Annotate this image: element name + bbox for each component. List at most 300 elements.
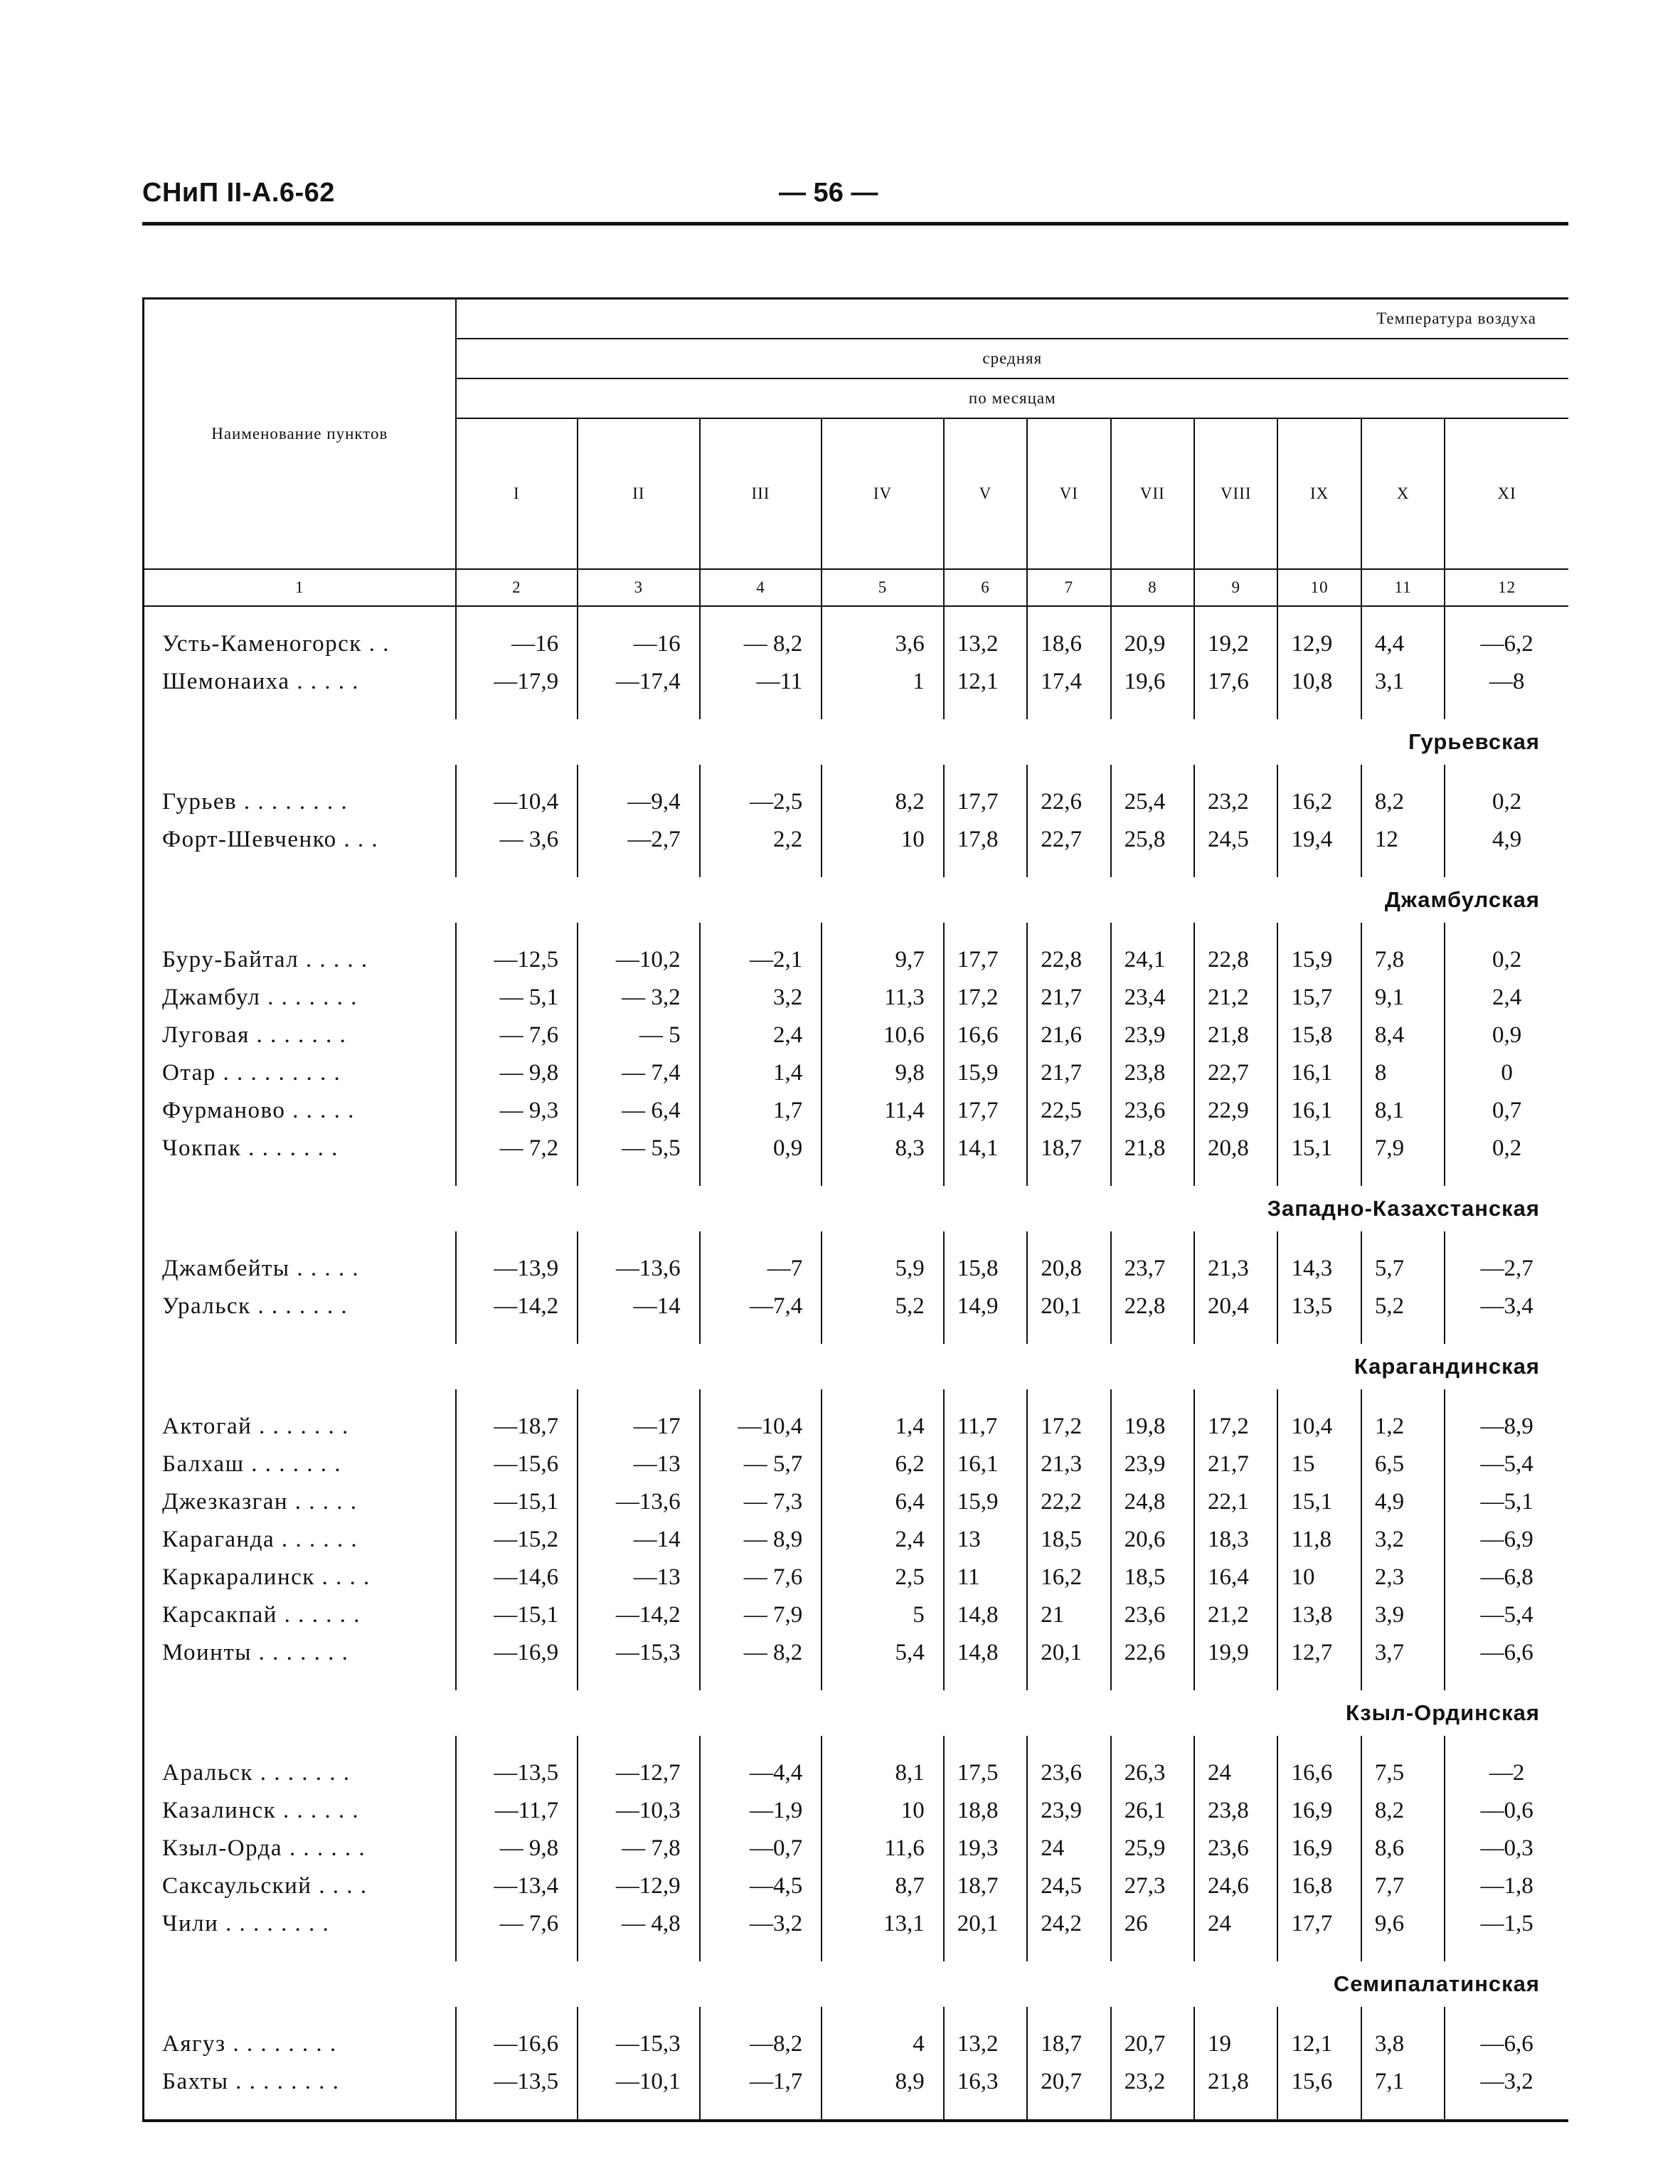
table-row <box>144 1867 1569 1905</box>
page-header <box>142 178 1565 221</box>
temperature-value: 22,5 <box>1027 1092 1110 1130</box>
temperature-value: 0 <box>1445 1054 1568 1092</box>
station-name: Отар . . . . . . . . . <box>144 1054 456 1092</box>
table-row <box>144 2025 1569 2063</box>
station-name: Гурьев . . . . . . . . <box>144 783 456 821</box>
temperature-value: 13,8 <box>1277 1596 1361 1634</box>
temperature-value: 2,4 <box>822 1521 944 1559</box>
temperature-value: —13,9 <box>456 1250 578 1288</box>
temperature-value: 13,1 <box>822 1905 944 1943</box>
temperature-value: —10,3 <box>578 1792 700 1830</box>
temperature-value: 23,9 <box>1111 1017 1194 1054</box>
temperature-value: —15,1 <box>456 1596 578 1634</box>
temperature-value: 20,1 <box>1027 1634 1110 1672</box>
temperature-value: 10,4 <box>1277 1408 1361 1446</box>
spacer-row <box>144 1943 1569 1961</box>
column-number: 10 <box>1277 569 1361 606</box>
temperature-value: —13,6 <box>578 1250 700 1288</box>
temperature-value: — 7,6 <box>700 1559 822 1596</box>
temperature-value: 18,7 <box>1027 2025 1110 2063</box>
region-row <box>144 1344 1569 1389</box>
region-row <box>144 1961 1569 2007</box>
table-row <box>144 625 1569 663</box>
head-main: Температура воздуха <box>456 299 1568 339</box>
table-row <box>144 663 1569 701</box>
column-number: 3 <box>578 569 700 606</box>
temperature-value: 21,8 <box>1194 1017 1277 1054</box>
temperature-value: 22,2 <box>1027 1483 1110 1521</box>
temperature-value: —0,6 <box>1445 1792 1568 1830</box>
temperature-value: 13,2 <box>944 625 1027 663</box>
temperature-value: 21,2 <box>1194 1596 1277 1634</box>
temperature-value: 1,4 <box>822 1408 944 1446</box>
temperature-value: 16,2 <box>1027 1559 1110 1596</box>
temperature-value: —11 <box>700 663 822 701</box>
temperature-value: 22,7 <box>1027 821 1110 859</box>
temperature-value: 4,4 <box>1361 625 1445 663</box>
temperature-value: 22,8 <box>1111 1288 1194 1325</box>
temperature-value: 16,6 <box>1277 1754 1361 1792</box>
spacer-row <box>144 606 1569 625</box>
temperature-value: 8,2 <box>1361 783 1445 821</box>
temperature-value: 8,2 <box>822 783 944 821</box>
temperature-value: 0,9 <box>700 1130 822 1167</box>
temperature-value: —10,4 <box>700 1408 822 1446</box>
temperature-value: — 9,8 <box>456 1830 578 1867</box>
station-name: Саксаульский . . . . <box>144 1867 456 1905</box>
temperature-value: 3,1 <box>1361 663 1445 701</box>
spacer-row <box>144 701 1569 719</box>
station-name: Карсакпай . . . . . . <box>144 1596 456 1634</box>
temperature-value: —10,4 <box>456 783 578 821</box>
table-row <box>144 1521 1569 1559</box>
spacer-row <box>144 1672 1569 1690</box>
temperature-value: — 3,2 <box>578 979 700 1017</box>
station-name: Усть-Каменогорск . . <box>144 625 456 663</box>
temperature-value: 23,2 <box>1194 783 1277 821</box>
temperature-value: —14,2 <box>456 1288 578 1325</box>
temperature-value: 24 <box>1027 1830 1110 1867</box>
temperature-value: 14,8 <box>944 1596 1027 1634</box>
temperature-value: 16,3 <box>944 2063 1027 2101</box>
month-header: VIII <box>1194 418 1277 569</box>
temperature-value: —17 <box>578 1408 700 1446</box>
temperature-value: —3,4 <box>1445 1288 1568 1325</box>
column-number: 5 <box>822 569 944 606</box>
station-name: Аральск . . . . . . . <box>144 1754 456 1792</box>
temperature-value: —15,1 <box>456 1483 578 1521</box>
temperature-value: 20,4 <box>1194 1288 1277 1325</box>
table-row <box>144 1288 1569 1325</box>
temperature-value: — 8,2 <box>700 625 822 663</box>
temperature-value: —3,2 <box>1445 2063 1568 2101</box>
temperature-value: 10,6 <box>822 1017 944 1054</box>
region-row <box>144 719 1569 765</box>
temperature-value: 20,1 <box>1027 1288 1110 1325</box>
month-header: I <box>456 418 578 569</box>
temperature-value: 13,2 <box>944 2025 1027 2063</box>
temperature-value: 8,1 <box>1361 1092 1445 1130</box>
temperature-value: 23,6 <box>1194 1830 1277 1867</box>
station-name: Форт-Шевченко . . . <box>144 821 456 859</box>
temperature-value: 1,2 <box>1361 1408 1445 1446</box>
temperature-value: 7,1 <box>1361 2063 1445 2101</box>
station-name: Аягуз . . . . . . . . <box>144 2025 456 2063</box>
temperature-value: 7,5 <box>1361 1754 1445 1792</box>
month-header: II <box>578 418 700 569</box>
column-number: 2 <box>456 569 578 606</box>
month-header: IV <box>822 418 944 569</box>
station-name: Чили . . . . . . . . <box>144 1905 456 1943</box>
head-sub2: по месяцам <box>456 378 1568 418</box>
temperature-value: 0,7 <box>1445 1092 1568 1130</box>
column-number: 4 <box>700 569 822 606</box>
temperature-table <box>142 297 1568 2122</box>
temperature-value: 2,4 <box>700 1017 822 1054</box>
temperature-value: 14,9 <box>944 1288 1027 1325</box>
temperature-value: —7,4 <box>700 1288 822 1325</box>
month-header: VII <box>1111 418 1194 569</box>
temperature-value: 25,8 <box>1111 821 1194 859</box>
temperature-value: 21,8 <box>1111 1130 1194 1167</box>
temperature-value: 16,6 <box>944 1017 1027 1054</box>
temperature-value: 18,8 <box>944 1792 1027 1830</box>
temperature-value: 23,2 <box>1111 2063 1194 2101</box>
temperature-value: 17,2 <box>944 979 1027 1017</box>
temperature-value: 8,4 <box>1361 1017 1445 1054</box>
table-row <box>144 1017 1569 1054</box>
temperature-value: — 5,1 <box>456 979 578 1017</box>
spacer-row <box>144 1736 1569 1754</box>
temperature-value: 16,1 <box>1277 1092 1361 1130</box>
station-name: Моинты . . . . . . . <box>144 1634 456 1672</box>
region-row <box>144 877 1569 923</box>
temperature-value: 21,6 <box>1027 1017 1110 1054</box>
temperature-value: 12,7 <box>1277 1634 1361 1672</box>
station-name: Актогай . . . . . . . <box>144 1408 456 1446</box>
temperature-value: 21,3 <box>1194 1250 1277 1288</box>
temperature-value: 11,4 <box>822 1092 944 1130</box>
temperature-value: 10 <box>822 1792 944 1830</box>
temperature-value: 3,6 <box>822 625 944 663</box>
temperature-value: —16 <box>578 625 700 663</box>
temperature-value: 19,4 <box>1277 821 1361 859</box>
temperature-value: 4,9 <box>1361 1483 1445 1521</box>
temperature-value: 17,4 <box>1027 663 1110 701</box>
table-row <box>144 1092 1569 1130</box>
temperature-value: —13 <box>578 1559 700 1596</box>
temperature-value: 17,6 <box>1194 663 1277 701</box>
temperature-value: 23,8 <box>1111 1054 1194 1092</box>
temperature-value: —14,6 <box>456 1559 578 1596</box>
table-row <box>144 1130 1569 1167</box>
temperature-value: 18,3 <box>1194 1521 1277 1559</box>
temperature-value: 22,8 <box>1027 941 1110 979</box>
station-name: Шемонаиха . . . . . <box>144 663 456 701</box>
temperature-value: — 7,6 <box>456 1017 578 1054</box>
station-name: Балхаш . . . . . . . <box>144 1446 456 1483</box>
temperature-value: —18,7 <box>456 1408 578 1446</box>
station-name: Каркаралинск . . . . <box>144 1559 456 1596</box>
temperature-value: 17,2 <box>1027 1408 1110 1446</box>
temperature-value: —5,4 <box>1445 1596 1568 1634</box>
temperature-value: —0,7 <box>700 1830 822 1867</box>
header-rule <box>142 222 1568 226</box>
temperature-value: 0,2 <box>1445 941 1568 979</box>
temperature-value: 17,2 <box>1194 1408 1277 1446</box>
temperature-value: —16,6 <box>456 2025 578 2063</box>
region-name: Гурьевская <box>1408 729 1540 754</box>
spacer-row <box>144 859 1569 877</box>
temperature-value: 19,8 <box>1111 1408 1194 1446</box>
temperature-value: 17,7 <box>944 1092 1027 1130</box>
temperature-value: —1,7 <box>700 2063 822 2101</box>
temperature-value: —11,7 <box>456 1792 578 1830</box>
month-header: VI <box>1027 418 1110 569</box>
temperature-value: 10,8 <box>1277 663 1361 701</box>
temperature-value: 15,1 <box>1277 1130 1361 1167</box>
spacer-row <box>144 923 1569 941</box>
temperature-value: 1 <box>822 663 944 701</box>
temperature-value: 24 <box>1194 1905 1277 1943</box>
temperature-value: —4,5 <box>700 1867 822 1905</box>
temperature-value: 20,1 <box>944 1905 1027 1943</box>
temperature-value: —5,4 <box>1445 1446 1568 1483</box>
temperature-value: 16,9 <box>1277 1830 1361 1867</box>
temperature-value: 7,8 <box>1361 941 1445 979</box>
table-row <box>144 2063 1569 2101</box>
region-name: Семипалатинская <box>1333 1971 1540 1996</box>
temperature-value: — 8,9 <box>700 1521 822 1559</box>
table-row <box>144 821 1569 859</box>
temperature-value: 23,9 <box>1111 1446 1194 1483</box>
temperature-value: 6,5 <box>1361 1446 1445 1483</box>
temperature-value: 15,6 <box>1277 2063 1361 2101</box>
temperature-value: 21,8 <box>1194 2063 1277 2101</box>
temperature-value: — 9,3 <box>456 1092 578 1130</box>
column-number: 7 <box>1027 569 1110 606</box>
temperature-value: 15,8 <box>1277 1017 1361 1054</box>
temperature-value: 24,8 <box>1111 1483 1194 1521</box>
temperature-value: —13 <box>578 1446 700 1483</box>
temperature-value: — 6,4 <box>578 1092 700 1130</box>
temperature-value: 0,9 <box>1445 1017 1568 1054</box>
spacer-row <box>144 765 1569 783</box>
temperature-value: 10 <box>822 821 944 859</box>
temperature-value: — 9,8 <box>456 1054 578 1092</box>
table-row <box>144 941 1569 979</box>
temperature-value: 27,3 <box>1111 1867 1194 1905</box>
temperature-value: —13,5 <box>456 2063 578 2101</box>
spacer-row <box>144 2101 1569 2121</box>
station-name: Буру-Байтал . . . . . <box>144 941 456 979</box>
temperature-value: — 8,2 <box>700 1634 822 1672</box>
head-sub: средняя <box>456 339 1568 378</box>
temperature-value: 23,8 <box>1194 1792 1277 1830</box>
temperature-value: 11,8 <box>1277 1521 1361 1559</box>
temperature-value: 8,7 <box>822 1867 944 1905</box>
table-row <box>144 1483 1569 1521</box>
temperature-value: —15,3 <box>578 2025 700 2063</box>
temperature-value: 25,4 <box>1111 783 1194 821</box>
temperature-value: — 4,8 <box>578 1905 700 1943</box>
temperature-value: 22,1 <box>1194 1483 1277 1521</box>
table-row <box>144 1559 1569 1596</box>
temperature-value: —10,1 <box>578 2063 700 2101</box>
temperature-value: 12,1 <box>944 663 1027 701</box>
temperature-value: 14,3 <box>1277 1250 1361 1288</box>
temperature-value: —13,4 <box>456 1867 578 1905</box>
temperature-value: 18,6 <box>1027 625 1110 663</box>
temperature-value: 14,8 <box>944 1634 1027 1672</box>
column-number: 6 <box>944 569 1027 606</box>
temperature-value: — 5,5 <box>578 1130 700 1167</box>
temperature-value: 16,8 <box>1277 1867 1361 1905</box>
station-name: Казалинск . . . . . . <box>144 1792 456 1830</box>
temperature-value: 3,7 <box>1361 1634 1445 1672</box>
temperature-value: 5,9 <box>822 1250 944 1288</box>
table-row <box>144 1830 1569 1867</box>
temperature-value: —13,5 <box>456 1754 578 1792</box>
temperature-value: — 5,7 <box>700 1446 822 1483</box>
temperature-value: 16,9 <box>1277 1792 1361 1830</box>
table-row <box>144 1408 1569 1446</box>
region-row <box>144 1186 1569 1231</box>
temperature-value: 3,9 <box>1361 1596 1445 1634</box>
temperature-value: — 7,8 <box>578 1830 700 1867</box>
temperature-value: 18,5 <box>1111 1559 1194 1596</box>
temperature-value: 3,2 <box>1361 1521 1445 1559</box>
temperature-value: —9,4 <box>578 783 700 821</box>
temperature-value: —2,7 <box>1445 1250 1568 1288</box>
temperature-value: —15,6 <box>456 1446 578 1483</box>
temperature-value: 15,9 <box>944 1483 1027 1521</box>
temperature-value: — 7,3 <box>700 1483 822 1521</box>
temperature-value: —15,3 <box>578 1634 700 1672</box>
station-name: Чокпак . . . . . . . <box>144 1130 456 1167</box>
name-column-header: Наименование пунктов <box>144 299 456 570</box>
spacer-row <box>144 1231 1569 1250</box>
page-number: — 56 — <box>779 178 878 208</box>
month-header: XI <box>1445 418 1568 569</box>
temperature-value: 20,8 <box>1027 1250 1110 1288</box>
temperature-value: 13 <box>944 1521 1027 1559</box>
temperature-value: 5,2 <box>1361 1288 1445 1325</box>
temperature-value: 21,7 <box>1027 979 1110 1017</box>
temperature-value: 14,1 <box>944 1130 1027 1167</box>
station-name: Джамбул . . . . . . . <box>144 979 456 1017</box>
temperature-value: 5,2 <box>822 1288 944 1325</box>
temperature-value: —3,2 <box>700 1905 822 1943</box>
temperature-value: —12,9 <box>578 1867 700 1905</box>
temperature-value: 23,6 <box>1027 1754 1110 1792</box>
region-name: Джамбулская <box>1384 887 1540 912</box>
temperature-value: 0,2 <box>1445 783 1568 821</box>
station-name: Кзыл-Орда . . . . . . <box>144 1830 456 1867</box>
temperature-value: 19,6 <box>1111 663 1194 701</box>
temperature-value: 22,6 <box>1027 783 1110 821</box>
temperature-value: —1,5 <box>1445 1905 1568 1943</box>
temperature-value: —4,4 <box>700 1754 822 1792</box>
temperature-value: 6,4 <box>822 1483 944 1521</box>
temperature-value: 1,4 <box>700 1054 822 1092</box>
temperature-value: 16,2 <box>1277 783 1361 821</box>
temperature-value: — 3,6 <box>456 821 578 859</box>
station-name: Уральск . . . . . . . <box>144 1288 456 1325</box>
temperature-value: —10,2 <box>578 941 700 979</box>
temperature-value: 8,9 <box>822 2063 944 2101</box>
temperature-value: 25,9 <box>1111 1830 1194 1867</box>
station-name: Джамбейты . . . . . <box>144 1250 456 1288</box>
document-code: СНиП II-А.6-62 <box>142 178 335 208</box>
temperature-value: 19,2 <box>1194 625 1277 663</box>
temperature-value: 21,2 <box>1194 979 1277 1017</box>
table-row <box>144 1905 1569 1943</box>
temperature-value: 15,8 <box>944 1250 1027 1288</box>
temperature-value: —1,8 <box>1445 1867 1568 1905</box>
temperature-value: 8,1 <box>822 1754 944 1792</box>
column-number: 1 <box>144 569 456 606</box>
temperature-value: 23,7 <box>1111 1250 1194 1288</box>
temperature-value: — 5 <box>578 1017 700 1054</box>
column-number: 9 <box>1194 569 1277 606</box>
temperature-value: —16,9 <box>456 1634 578 1672</box>
temperature-value: 3,2 <box>700 979 822 1017</box>
temperature-value: — 7,2 <box>456 1130 578 1167</box>
station-name: Джезказган . . . . . <box>144 1483 456 1521</box>
temperature-value: —13,6 <box>578 1483 700 1521</box>
temperature-value: 15,9 <box>1277 941 1361 979</box>
station-name: Бахты . . . . . . . . <box>144 2063 456 2101</box>
temperature-value: 16,1 <box>944 1446 1027 1483</box>
temperature-value: 26 <box>1111 1905 1194 1943</box>
table-row <box>144 1054 1569 1092</box>
temperature-value: 17,7 <box>944 783 1027 821</box>
month-header: X <box>1361 418 1445 569</box>
temperature-value: 15,1 <box>1277 1483 1361 1521</box>
temperature-value: 7,7 <box>1361 1867 1445 1905</box>
station-name: Луговая . . . . . . . <box>144 1017 456 1054</box>
temperature-value: —17,9 <box>456 663 578 701</box>
temperature-value: 15 <box>1277 1446 1361 1483</box>
temperature-value: 11 <box>944 1559 1027 1596</box>
temperature-value: 17,7 <box>944 941 1027 979</box>
temperature-value: —12,5 <box>456 941 578 979</box>
temperature-value: 10 <box>1277 1559 1361 1596</box>
temperature-value: 24,5 <box>1027 1867 1110 1905</box>
temperature-value: 17,7 <box>1277 1905 1361 1943</box>
temperature-value: 26,1 <box>1111 1792 1194 1830</box>
temperature-value: 5,7 <box>1361 1250 1445 1288</box>
temperature-value: 15,7 <box>1277 979 1361 1017</box>
temperature-value: 22,8 <box>1194 941 1277 979</box>
table-row <box>144 1634 1569 1672</box>
temperature-value: 24,5 <box>1194 821 1277 859</box>
region-row <box>144 1690 1569 1736</box>
temperature-value: — 7,9 <box>700 1596 822 1634</box>
temperature-value: 16,1 <box>1277 1054 1361 1092</box>
temperature-value: —2,5 <box>700 783 822 821</box>
temperature-value: 3,8 <box>1361 2025 1445 2063</box>
temperature-value: —14 <box>578 1521 700 1559</box>
temperature-value: — 7,6 <box>456 1905 578 1943</box>
temperature-value: —16 <box>456 625 578 663</box>
temperature-value: 22,6 <box>1111 1634 1194 1672</box>
temperature-value: 21,7 <box>1194 1446 1277 1483</box>
temperature-value: 2,5 <box>822 1559 944 1596</box>
temperature-value: 24,1 <box>1111 941 1194 979</box>
table-row <box>144 1596 1569 1634</box>
